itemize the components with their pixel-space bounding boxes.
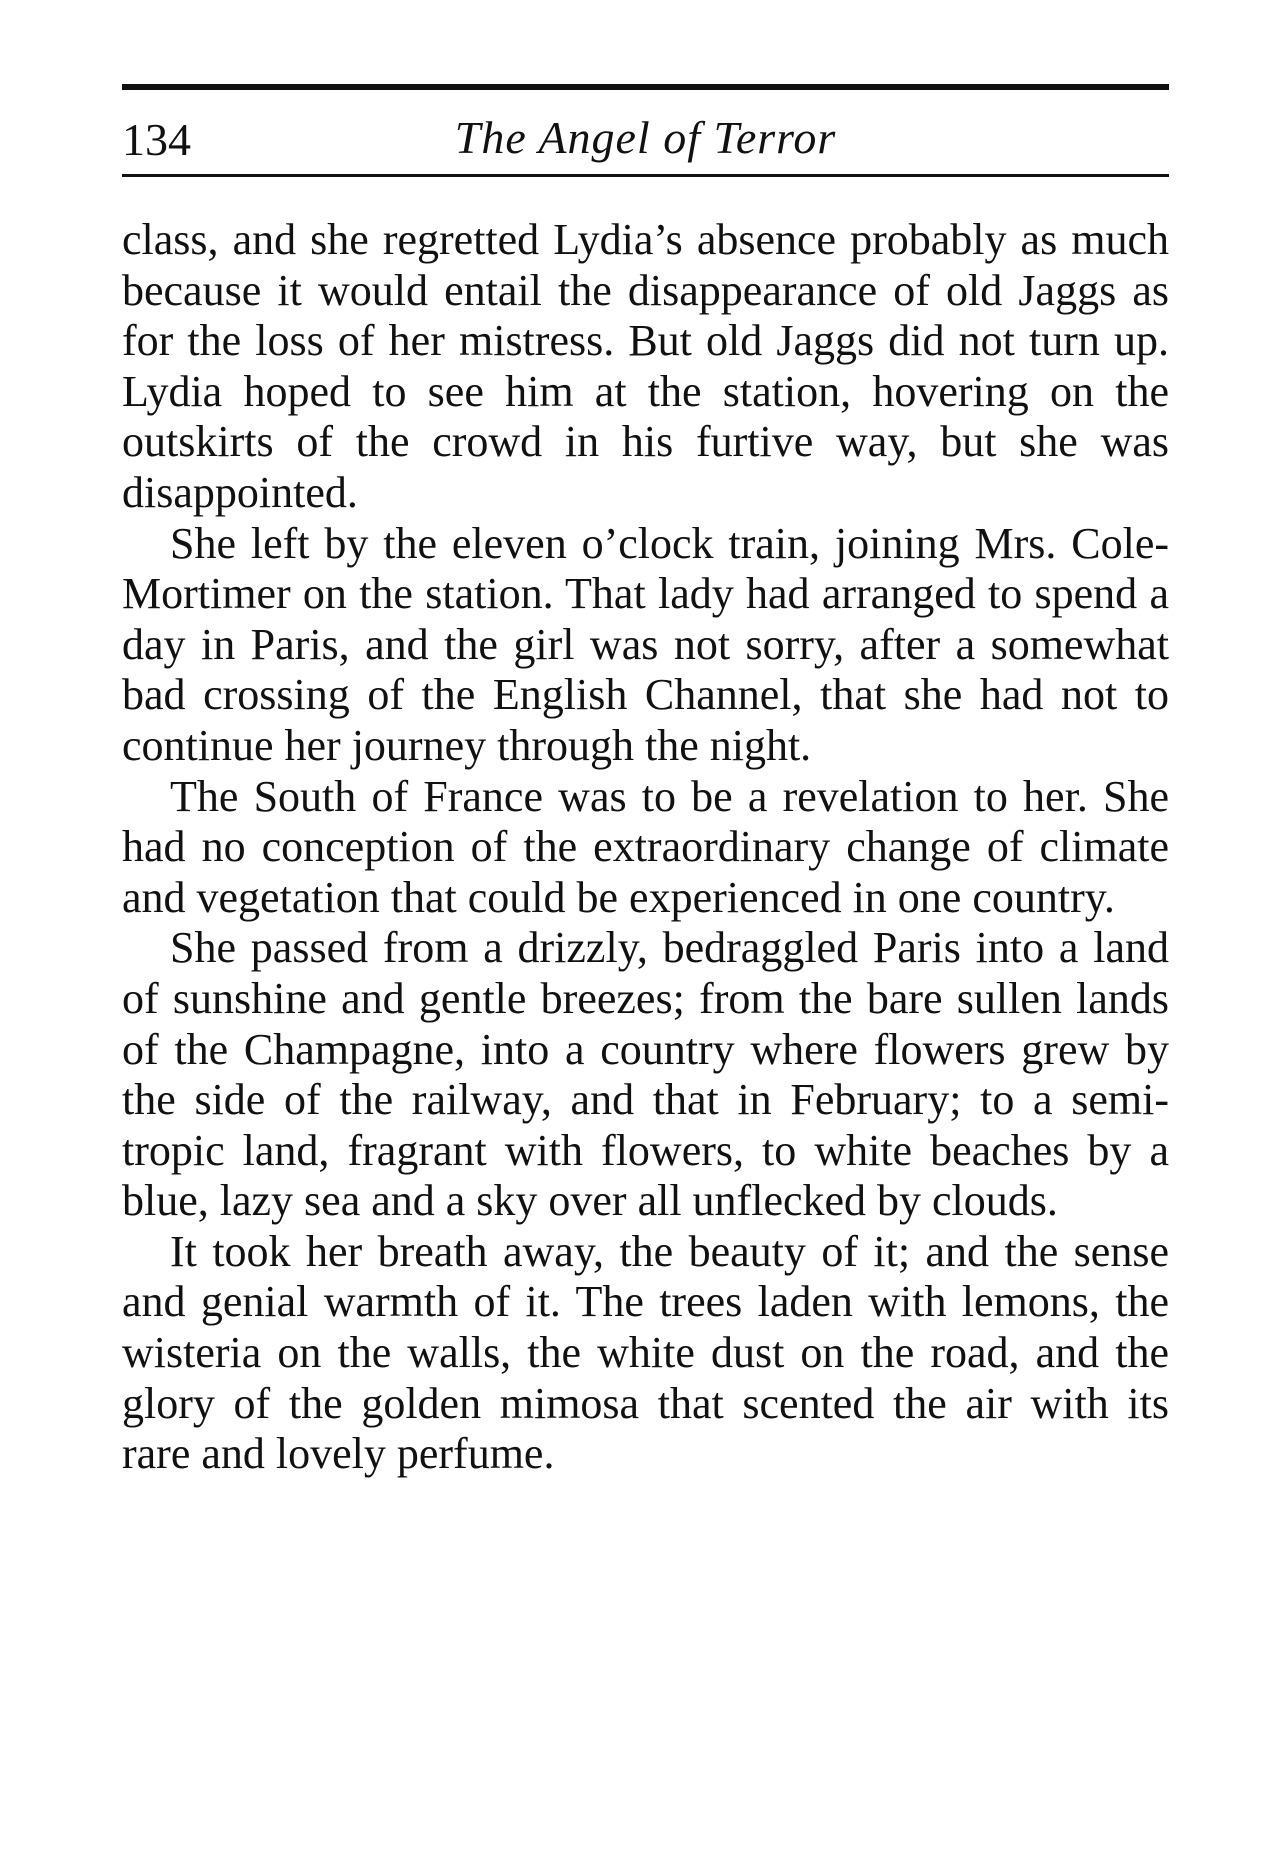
- running-title: The Angel of Terror: [454, 112, 837, 163]
- paragraph: The South of France was to be a revelation to her. She had no conception of the extraordinary change of climate and vegetation that could be experienced in one country.: [122, 771, 1169, 922]
- paragraph-continued: class, and she regretted Lydia’s absence probably as much because it would entail the disappearance of old Jaggs as for the loss of her mistress. But old Jaggs did not turn up. Lydia hoped to see him at the station, hovering on the outskirts of the crowd in his furtive way, but she was disappointed.: [122, 215, 1169, 517]
- running-head: [122, 108, 1169, 168]
- header-rule-bottom: [122, 174, 1169, 177]
- page-number: 134: [122, 114, 191, 165]
- paragraph: She passed from a drizzly, bedraggled Paris into a land of sunshine and gentle breezes; from the bare sullen lands of the Champagne, into a country where flowers grew by the side of the railway, and that in February; to a semi-tropic land, fragrant with flowers, to white beaches by a blue, lazy sea and a sky over all unflecked by clouds.: [122, 923, 1169, 1226]
- body-text: [122, 215, 1169, 1480]
- paragraph: It took her breath away, the beauty of it; and the sense and genial warmth of it. The trees laden with lemons, the wisteria on the walls, the white dust on the road, and the glory of the golden mimosa that scented the air with its rare and lovely perfume.: [122, 1226, 1169, 1479]
- paragraph: She left by the eleven o’clock train, joining Mrs. Cole-Mortimer on the station. That lady had arranged to spend a day in Paris, and the girl was not sorry, after a somewhat bad crossing of the English Channel, that she had not to continue her journey through the night.: [122, 518, 1169, 770]
- header-rule-top: [122, 84, 1169, 90]
